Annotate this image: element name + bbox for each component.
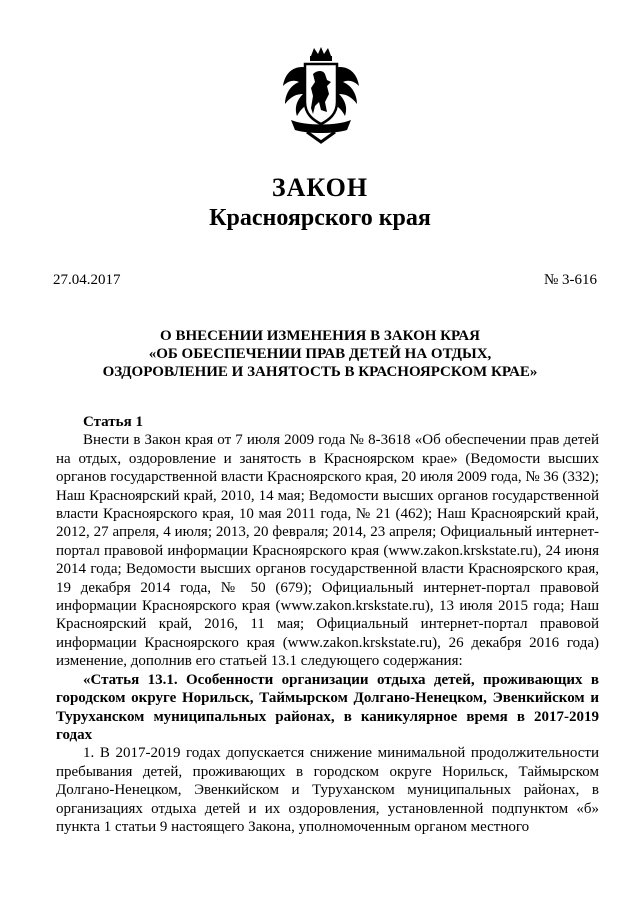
clause-1: 1. В 2017-2019 годах допускается снижение минимальной продолжительности пребывания детей, проживающих в городском округе Норильск, Таймырском Долгано-Ненецком, Эвенкийском и Туруханском муниципальных районах, в организациях отдыха детей и их оздоровления, установленной подпунктом «б» пункта 1 статьи 9 настоящего Закона, уполномоченным органом местного xyxy=(56,745,599,835)
article-text: Внести в Закон края от 7 июля 2009 года № 8-3618 «Об обеспечении прав детей на отдых, оздоровление и занятость в Красноярском крае» (Ведомости высших органов государственной власти Красноярского края, 20 июля 2009 года, № 36 (332); Наш Красноярский край, 2010, 14 мая; Ведомости высших органов государственной власти Красноярского края, 10 мая 2011 года, № 21 (462); Наш Красноярский край, 2012, 27 апреля, 4 июля; 2013, 20 февраля; 2014, 23 апреля; Официальный интернет-портал правовой информации Красноярского края (www.zakon.krskstate.ru), 24 июня 2014 года; Ведомости высших органов государственной власти Красноярского края, 19 декабря 2014 года, № 50 (679); Официальный интернет-портал правовой информации Красноярского края (www.zakon.krskstate.ru), 13 июля 2015 года; Наш Красноярский край, 2016, 11 мая; Официальный интернет-портал правовой информации Красноярского края (www.zakon.krskstate.ru), 26 декабря 2016 года) изменение, дополнив его статьей 13.1 следующего содержания: xyxy=(56,432,599,670)
heading-line-2: «ОБ ОБЕСПЕЧЕНИИ ПРАВ ДЕТЕЙ НА ОТДЫХ, xyxy=(148,346,492,362)
heading-line-3: ОЗДОРОВЛЕНИЕ И ЗАНЯТОСТЬ В КРАСНОЯРСКОМ КРАЕ» xyxy=(102,364,538,380)
law-body xyxy=(56,413,599,836)
document-subtitle: Красноярского края xyxy=(209,205,431,231)
heading-line-1: О ВНЕСЕНИИ ИЗМЕНЕНИЯ В ЗАКОН КРАЯ xyxy=(160,328,480,344)
new-article-title: «Статья 13.1. Особенности организации отдыха детей, проживающих в городском округе Норильск, Таймырском Долгано-Ненецком, Эвенкийском и Туруханском муниципальных районах, в каникулярное время в 2017-2019 годах xyxy=(56,671,599,743)
coat-of-arms-icon xyxy=(281,46,361,144)
document-title: ЗАКОН xyxy=(271,173,369,202)
article-label: Статья 1 xyxy=(83,414,143,430)
law-heading xyxy=(0,327,640,381)
law-number: № 3-616 xyxy=(543,272,597,288)
law-date: 27.04.2017 xyxy=(53,272,121,288)
